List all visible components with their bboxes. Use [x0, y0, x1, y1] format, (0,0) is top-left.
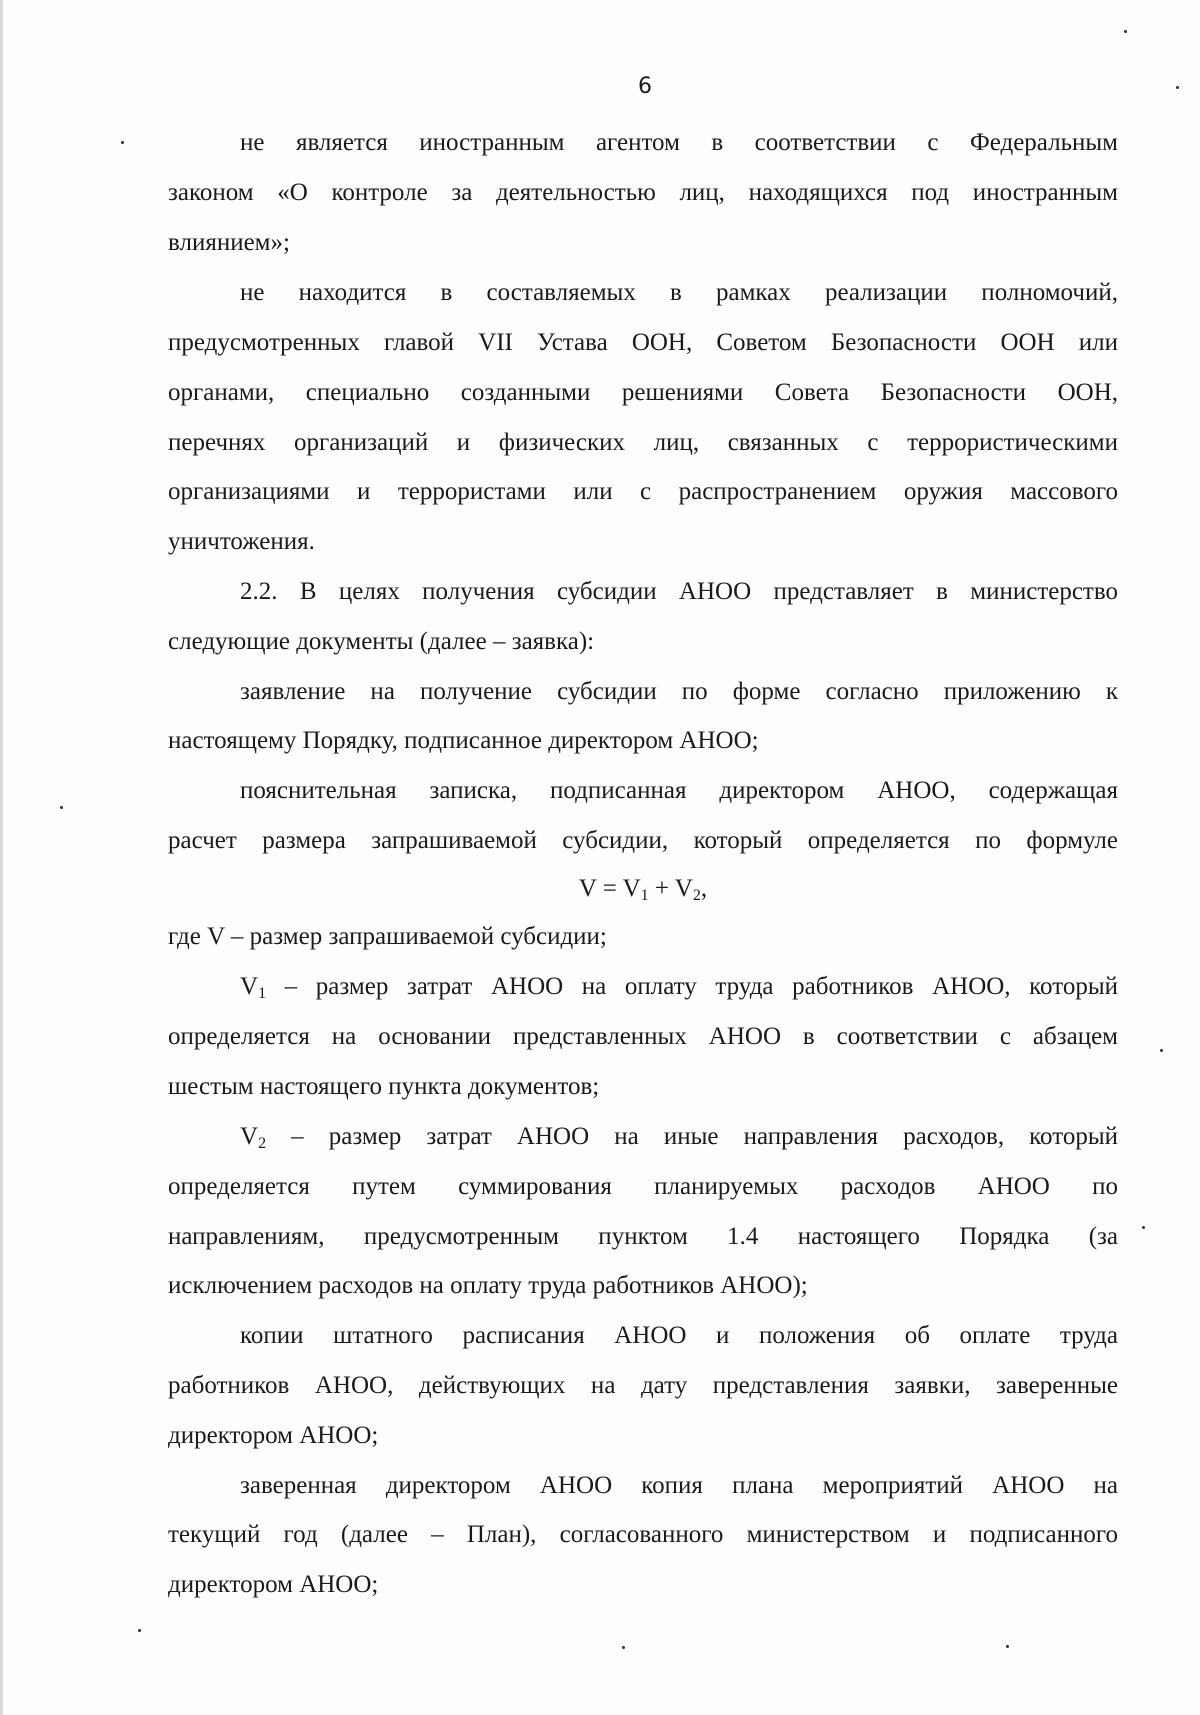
text-line: направлениям, предусмотренным пунктом 1.4 настоящего Порядка (за [168, 1223, 1118, 1250]
scan-edge [0, 0, 3, 1715]
text-line: не является иностранным агентом в соответствии с Федеральным [240, 129, 1118, 156]
scan-speck [1006, 1645, 1009, 1648]
scan-speck [1124, 30, 1127, 33]
text-line: органами, специально созданными решениями Совета Безопасности ООН, [168, 379, 1118, 406]
text-line: предусмотренных главой VII Устава ООН, Советом Безопасности ООН или [168, 329, 1118, 356]
text-line: пояснительная записка, подписанная директором АНОО, содержащая [240, 777, 1118, 804]
text-line: директором АНОО; [168, 1422, 379, 1449]
formula [168, 874, 1118, 904]
text-line: настоящему Порядку, подписанное директором АНОО; [168, 727, 759, 754]
text-line: уничтожения. [168, 528, 315, 555]
scan-speck [1142, 1226, 1145, 1229]
formula-sub-2: 2 [692, 887, 701, 904]
text-line: работников АНОО, действующих на дату представления заявки, заверенные [168, 1372, 1118, 1399]
scan-speck [60, 806, 63, 809]
text-line: заверенная директором АНОО копия плана мероприятий АНОО на [240, 1472, 1118, 1499]
formula-tail: , [700, 875, 708, 902]
symbol-sub: 1 [258, 985, 267, 1002]
scan-speck [1160, 1049, 1163, 1052]
formula-lhs: V = V [578, 875, 641, 902]
text-line [240, 972, 1118, 1002]
text-run: – размер затрат АНОО на оплату труда работников АНОО, который [266, 973, 1118, 1000]
text-line: определяется на основании представленных АНОО в соответствии с абзацем [168, 1023, 1118, 1050]
scan-speck [1176, 86, 1179, 89]
symbol-sub: 2 [258, 1135, 267, 1152]
scan-speck [121, 141, 124, 144]
symbol-v: V [240, 1123, 259, 1150]
text-line: определяется путем суммирования планируемых расходов АНОО по [168, 1173, 1118, 1200]
text-line: где V – размер запрашиваемой субсидии; [168, 923, 607, 950]
text-line: перечнях организаций и физических лиц, связанных с террористическими [168, 429, 1118, 456]
formula-plus: + V [648, 875, 693, 902]
text-line: законом «О контроле за деятельностью лиц, находящихся под иностранным [168, 179, 1118, 206]
page-number: 6 [638, 74, 652, 99]
scan-speck [138, 1629, 141, 1632]
text-line: копии штатного расписания АНОО и положения об оплате труда [240, 1322, 1118, 1349]
text-line: не находится в составляемых в рамках реализации полномочий, [240, 279, 1118, 306]
text-line: расчет размера запрашиваемой субсидии, который определяется по формуле [168, 827, 1118, 854]
text-line: исключением расходов на оплату труда работников АНОО); [168, 1272, 808, 1299]
text-line: организациями и террористами или с распространением оружия массового [168, 478, 1118, 505]
text-line: текущий год (далее – План), согласованного министерством и подписанного [168, 1521, 1118, 1548]
text-line: директором АНОО; [168, 1571, 379, 1598]
text-line: следующие документы (далее – заявка): [168, 628, 595, 655]
text-line [240, 1122, 1118, 1152]
text-line: влиянием»; [168, 229, 290, 256]
formula-sub-1: 1 [640, 887, 649, 904]
text-line: шестым настоящего пункта документов; [168, 1073, 600, 1100]
text-line: заявление на получение субсидии по форме согласно приложению к [240, 678, 1118, 705]
text-line: 2.2. В целях получения субсидии АНОО представляет в министерство [240, 578, 1118, 605]
scan-speck [622, 1646, 625, 1649]
text-run: – размер затрат АНОО на иные направления расходов, который [266, 1123, 1118, 1150]
symbol-v: V [240, 973, 259, 1000]
